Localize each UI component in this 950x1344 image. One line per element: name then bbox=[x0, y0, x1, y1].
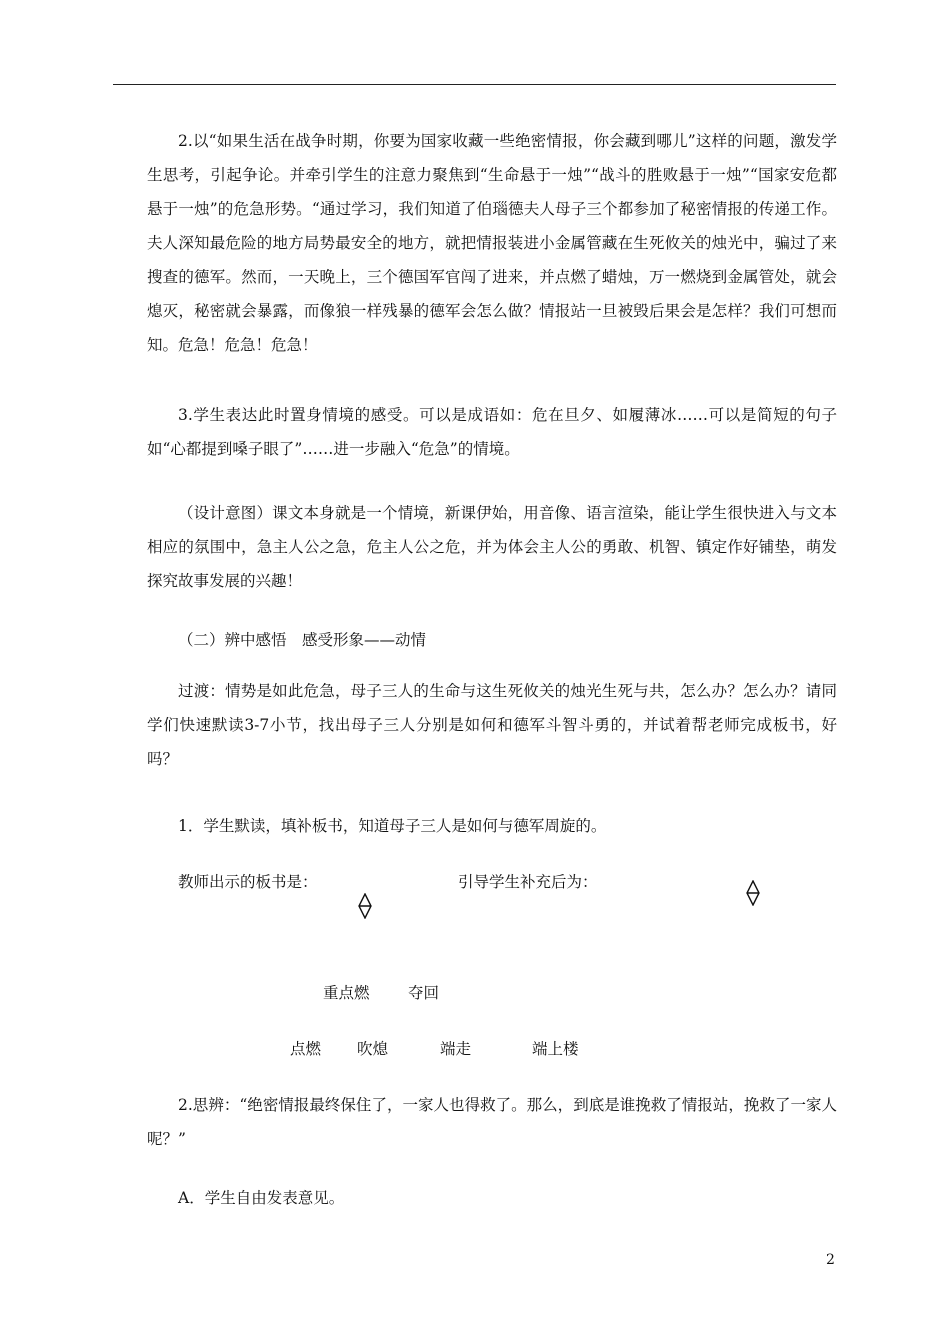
student-board-label: 引导学生补充后为： bbox=[458, 873, 598, 891]
paragraph-2: 2.以“如果生活在战争时期，你要为国家收藏一些绝密情报，你会藏到哪儿”这样的问题，激发学生思考，引起争论。并牵引学生的注意力聚焦到“生命悬于一烛”“战斗的胜败悬于一烛”“国家安危都悬于一烛”的危急形势。“通过学习，我们知道了伯瑙德夫人母子三个都参加了秘密情报的传递工作。夫人深知最危险的地方局势最安全的地方，就把情报装进小金属管藏在生死攸关的烛光中，骗过了来搜查的德军。然而，一天晚上，三个德国军官闯了进来，并点燃了蜡烛，万一燃烧到金属管处，就会熄灭，秘密就会暴露，而像狼一样残暴的德军会怎么做？情报站一旦被毁后果会是怎样？我们可想而知。危急！危急！危急！ bbox=[147, 132, 837, 354]
design-intent-paragraph: （设计意图）课文本身就是一个情境，新课伊始，用音像、语言渲染，能让学生很快进入与文本相应的氛围中，急主人公之急，危主人公之危，并为体会主人公的勇敢、机智、镇定作好铺垫，萌发探究故事发展的兴趣！ bbox=[147, 504, 837, 590]
board-word: 夺回 bbox=[408, 984, 440, 1002]
step-a-text: A．学生自由发表意见。 bbox=[178, 1189, 345, 1207]
page-number: 2 bbox=[826, 1252, 835, 1268]
diamond-arrow-icon bbox=[357, 893, 373, 919]
step-1-text: 1．学生默读，填补板书，知道母子三人是如何与德军周旋的。 bbox=[178, 817, 607, 835]
section-heading: （二）辨中感悟 感受形象——动情 bbox=[178, 631, 427, 649]
board-word: 端上楼 bbox=[532, 1040, 579, 1058]
paragraph-3: 3.学生表达此时置身情境的感受。可以是成语如：危在旦夕、如履薄冰……可以是简短的句子如“心都提到嗓子眼了”……进一步融入“危急”的情境。 bbox=[147, 406, 837, 458]
transition-paragraph: 过渡：情势是如此危急，母子三人的生命与这生死攸关的烛光生死与共，怎么办？怎么办？请同学们快速默读3-7小节，找出母子三人分别是如何和德军斗智斗勇的，并试着帮老师完成板书，好吗？ bbox=[147, 682, 837, 768]
board-word: 吹熄 bbox=[357, 1040, 389, 1058]
step-2-paragraph: 2.思辨：“绝密情报最终保住了，一家人也得救了。那么，到底是谁挽救了情报站，挽救了一家人呢？” bbox=[147, 1096, 837, 1148]
board-word: 重点燃 bbox=[323, 984, 370, 1002]
board-word: 点燃 bbox=[290, 1040, 322, 1058]
header-rule bbox=[113, 84, 836, 85]
diamond-arrow-icon bbox=[745, 880, 761, 906]
teacher-board-label: 教师出示的板书是： bbox=[178, 873, 318, 891]
board-word: 端走 bbox=[440, 1040, 472, 1058]
